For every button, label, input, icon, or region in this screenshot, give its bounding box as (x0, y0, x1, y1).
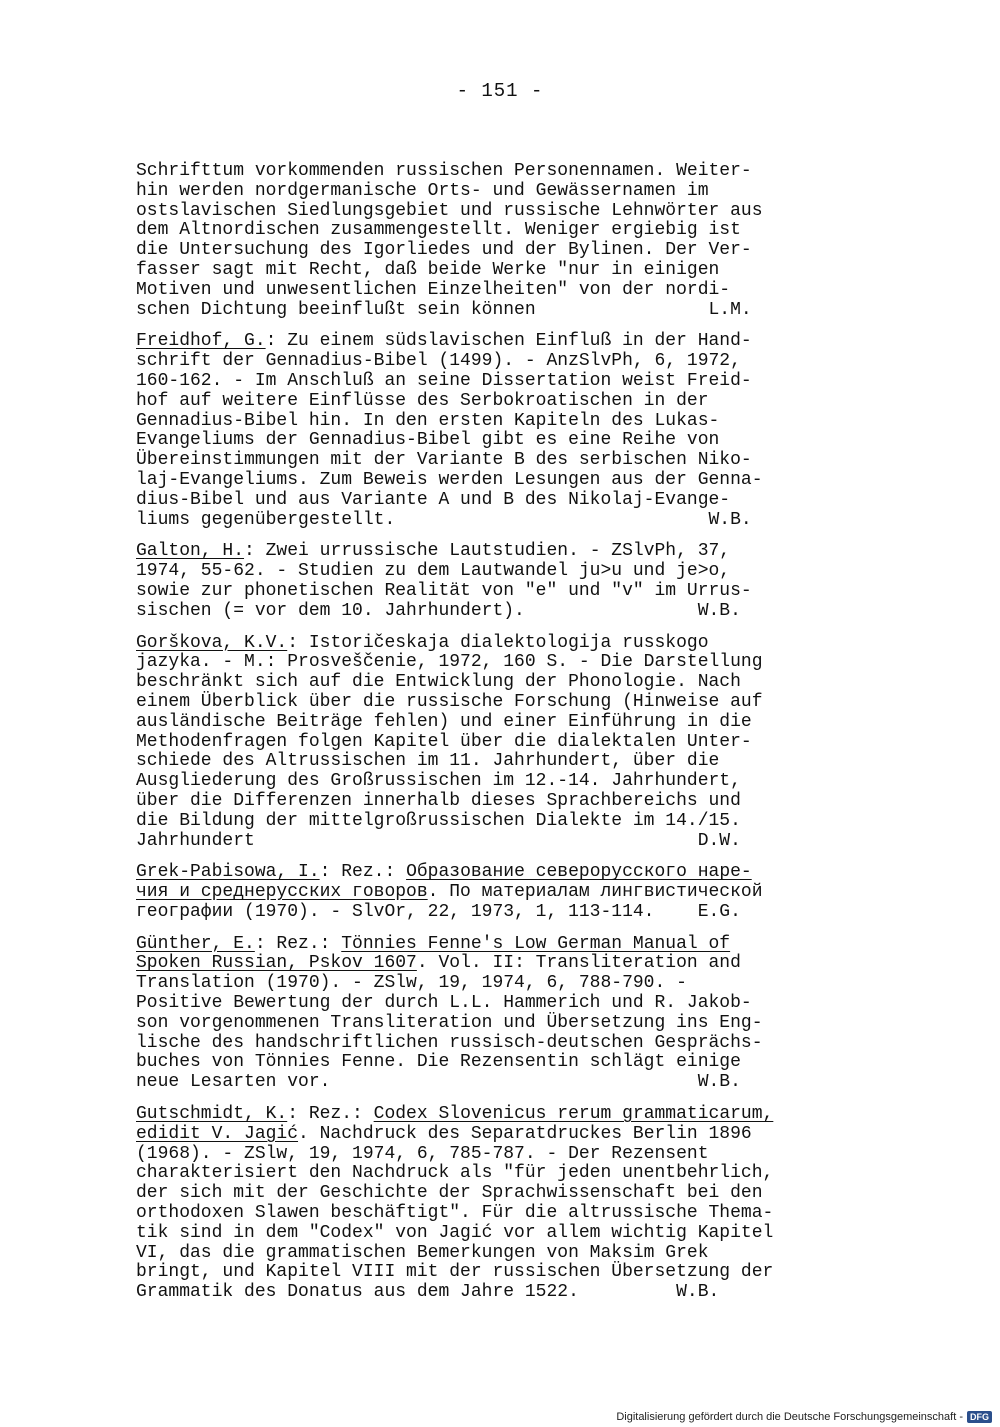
entry-line (136, 1125, 836, 1145)
text-segment: : Zwei urrussische Lautstudien. - ZSlvPh, 37, (244, 541, 731, 562)
entry-line (136, 241, 836, 261)
text-segment: schrift der Gennadius-Bibel (1499). - AnzSlvPh, 6, 1972, (136, 351, 741, 372)
text-segment: ausländische Beiträge fehlen) und einer Einführung in die (136, 711, 752, 732)
entry-line (136, 182, 836, 202)
entry-line (136, 1053, 836, 1073)
entry-line (136, 261, 836, 281)
underlined-text: Freidhof, G. (136, 331, 266, 352)
text-segment: : Rez.: (254, 933, 342, 954)
text-segment: Translation (1970). - ZSlw, 19, 1974, 6, 788-790. - (136, 973, 687, 994)
entry-line (136, 1073, 836, 1093)
entry-line (136, 733, 836, 753)
entry-line (136, 1164, 836, 1184)
underlined-text: edidit V. Jagić (136, 1123, 299, 1144)
text-segment: die Untersuchung des Igorliedes und der Bylinen. Der Ver- (136, 240, 752, 261)
underlined-text: Gorškova, K.V. (136, 632, 288, 653)
text-segment: Methodenfragen folgen Kapitel über die dialektalen Unter- (136, 731, 752, 752)
text-segment: . По материалам лингвистической (427, 882, 763, 903)
entry-line (136, 863, 836, 883)
footer-text: Digitalisierung gefördert durch die Deutsche Forschungsgemeinschaft - (616, 1411, 963, 1423)
entry-line (136, 281, 836, 301)
underlined-text: Codex Slovenicus rerum grammaticarum, (373, 1104, 774, 1125)
underlined-text: Spoken Russian, Pskov 1607 (136, 953, 417, 974)
text-segment: tik sind in dem "Codex" von Jagić vor allem wichtig Kapitel (136, 1222, 774, 1243)
entry-line (136, 792, 836, 812)
underlined-text: Gutschmidt, K. (136, 1104, 288, 1125)
text-segment: : Rez.: (287, 1104, 374, 1125)
entry-line (136, 602, 836, 622)
entry-line (136, 542, 836, 562)
text-segment: Motiven und unwesentlichen Einzelheiten" von der nordi- (136, 279, 731, 300)
entry-line (136, 412, 836, 432)
text-segment: orthodoxen Slawen beschäftigt". Für die altrussische Thema- (136, 1203, 774, 1224)
entry-line (136, 471, 836, 491)
text-segment: географии (1970). - SlvOr, 22, 1973, 1, 113-114. E.G. (136, 901, 741, 922)
entry-line (136, 202, 836, 222)
text-segment: über die Differenzen innerhalb dieses Sprachbereichs und (136, 790, 741, 811)
entry-line (136, 1224, 836, 1244)
entry-line (136, 1244, 836, 1264)
text-segment: lische des handschriftlichen russisch-deutschen Gesprächs- (136, 1032, 763, 1053)
text-segment: Evangeliums der Gennadius-Bibel gibt es eine Reihe von (136, 430, 720, 451)
entry-line (136, 752, 836, 772)
underlined-text: Grek-Pabisowa, I. (136, 862, 320, 883)
underlined-text: Galton, H. (136, 541, 245, 562)
underlined-text: чия и среднерусских говоров (136, 882, 428, 903)
entry-line (136, 1105, 836, 1125)
underlined-text: Tönnies Fenne's Low German Manual of (341, 933, 731, 954)
entry-line (136, 1283, 836, 1303)
text-segment: VI, das die grammatischen Bemerkungen von Maksim Grek (136, 1242, 709, 1263)
text-segment: die Bildung der mittelgroßrussischen Dialekte im 14./15. (136, 810, 741, 831)
entry-line (136, 954, 836, 974)
text-segment: 160-162. - Im Anschluß an seine Dissertation weist Freid- (136, 370, 752, 391)
entry-line (136, 832, 836, 852)
text-segment: Gennadius-Bibel hin. In den ersten Kapiteln des Lukas- (136, 410, 720, 431)
text-segment: schiede des Altrussischen im 11. Jahrhundert, über die (136, 751, 720, 772)
entry-line (136, 1184, 836, 1204)
entry-line (136, 352, 836, 372)
entry-line (136, 221, 836, 241)
text-segment: : Rez.: (319, 862, 407, 883)
entry-line (136, 713, 836, 733)
entry-line (136, 162, 836, 182)
text-segment: sowie zur phonetischen Realität von "e" und "v" im Urrus- (136, 580, 752, 601)
bibliography-content (136, 162, 836, 1315)
entry-line (136, 903, 836, 923)
text-segment: buches von Tönnies Fenne. Die Rezensentin schlägt einige (136, 1052, 741, 1073)
text-segment: : Istoričeskaja dialektologija russkogo (287, 632, 709, 653)
entry-line (136, 301, 836, 321)
entry-line (136, 1145, 836, 1165)
text-segment: laj-Evangeliums. Zum Beweis werden Lesungen aus der Genna- (136, 469, 763, 490)
entry-line (136, 974, 836, 994)
underlined-text: Образование северорусского наре- (406, 862, 752, 883)
entry-line (136, 812, 836, 832)
text-segment: charakterisiert den Nachdruck als "für jeden unentbehrlich, (136, 1163, 774, 1184)
text-segment: dius-Bibel und aus Variante A und B des Nikolaj-Evange- (136, 489, 731, 510)
text-segment: jazyka. - M.: Prosveščenie, 1972, 160 S. - Die Darstellung (136, 652, 763, 673)
entry-line (136, 491, 836, 511)
page-number: - 151 - (456, 80, 544, 102)
text-segment: hof auf weitere Einflüsse des Serbokroatischen in der (136, 390, 709, 411)
entry-line (136, 372, 836, 392)
text-segment: fasser sagt mit Recht, daß beide Werke "nur in einigen (136, 259, 720, 280)
text-segment: . Nachdruck des Separatdruckes Berlin 1896 (298, 1123, 752, 1144)
text-segment: Schrifttum vorkommenden russischen Personennamen. Weiter- (136, 161, 752, 181)
entry-line (136, 1263, 836, 1283)
entry-line (136, 562, 836, 582)
entry-line (136, 451, 836, 471)
bibliography-entry (136, 332, 836, 530)
text-segment: einem Überblick über die russische Forschung (Hinweise auf (136, 691, 763, 712)
entry-line (136, 392, 836, 412)
entry-line (136, 772, 836, 792)
text-segment: Ausgliederung des Großrussischen im 12.-14. Jahrhundert, (136, 771, 741, 792)
dfg-logo: DFG (967, 1411, 992, 1423)
underlined-text: Günther, E. (136, 933, 255, 954)
bibliography-entry (136, 863, 836, 922)
entry-line (136, 511, 836, 531)
text-segment: bringt, und Kapitel VIII mit der russischen Übersetzung der (136, 1262, 774, 1283)
bibliography-entry (136, 162, 836, 320)
entry-line (136, 1204, 836, 1224)
text-segment: schen Dichtung beeinflußt sein können L.M. (136, 299, 752, 320)
bibliography-entry (136, 634, 836, 852)
text-segment: hin werden nordgermanische Orts- und Gewässernamen im (136, 180, 709, 201)
entry-line (136, 693, 836, 713)
text-segment: Jahrhundert D.W. (136, 830, 741, 851)
entry-line (136, 582, 836, 602)
bibliography-entry (136, 542, 836, 621)
text-segment: Grammatik des Donatus aus dem Jahre 1522. W.B. (136, 1282, 720, 1303)
entry-line (136, 332, 836, 352)
text-segment: der sich mit der Geschichte der Sprachwissenschaft bei den (136, 1183, 763, 1204)
entry-line (136, 653, 836, 673)
digitization-footer (616, 1411, 992, 1423)
text-segment: Positive Bewertung der durch L.L. Hammerich und R. Jakob- (136, 993, 752, 1014)
text-segment: ostslavischen Siedlungsgebiet und russische Lehnwörter aus (136, 200, 763, 221)
text-segment: sischen (= vor dem 10. Jahrhundert). W.B. (136, 600, 741, 621)
text-segment: Übereinstimmungen mit der Variante B des serbischen Niko- (136, 450, 752, 471)
text-segment: liums gegenübergestellt. W.B. (136, 509, 752, 530)
text-segment: 1974, 55-62. - Studien zu dem Lautwandel ju>u und je>o, (136, 561, 731, 582)
entry-line (136, 1034, 836, 1054)
entry-line (136, 673, 836, 693)
text-segment: (1968). - ZSlw, 19, 1974, 6, 785-787. - Der Rezensent (136, 1143, 709, 1164)
entry-line (136, 1014, 836, 1034)
text-segment: beschränkt sich auf die Entwicklung der Phonologie. Nach (136, 672, 741, 693)
entry-line (136, 883, 836, 903)
text-segment: dem Altnordischen zusammengestellt. Weniger ergiebig ist (136, 220, 741, 241)
entry-line (136, 994, 836, 1014)
text-segment: son vorgenommenen Transliteration und Übersetzung ins Eng- (136, 1012, 763, 1033)
bibliography-entry (136, 1105, 836, 1303)
bibliography-entry (136, 935, 836, 1093)
text-segment: : Zu einem südslavischen Einfluß in der Hand- (265, 331, 752, 352)
text-segment: neue Lesarten vor. W.B. (136, 1072, 741, 1093)
entry-line (136, 935, 836, 955)
text-segment: . Vol. II: Transliteration and (416, 953, 741, 974)
entry-line (136, 431, 836, 451)
entry-line (136, 634, 836, 654)
